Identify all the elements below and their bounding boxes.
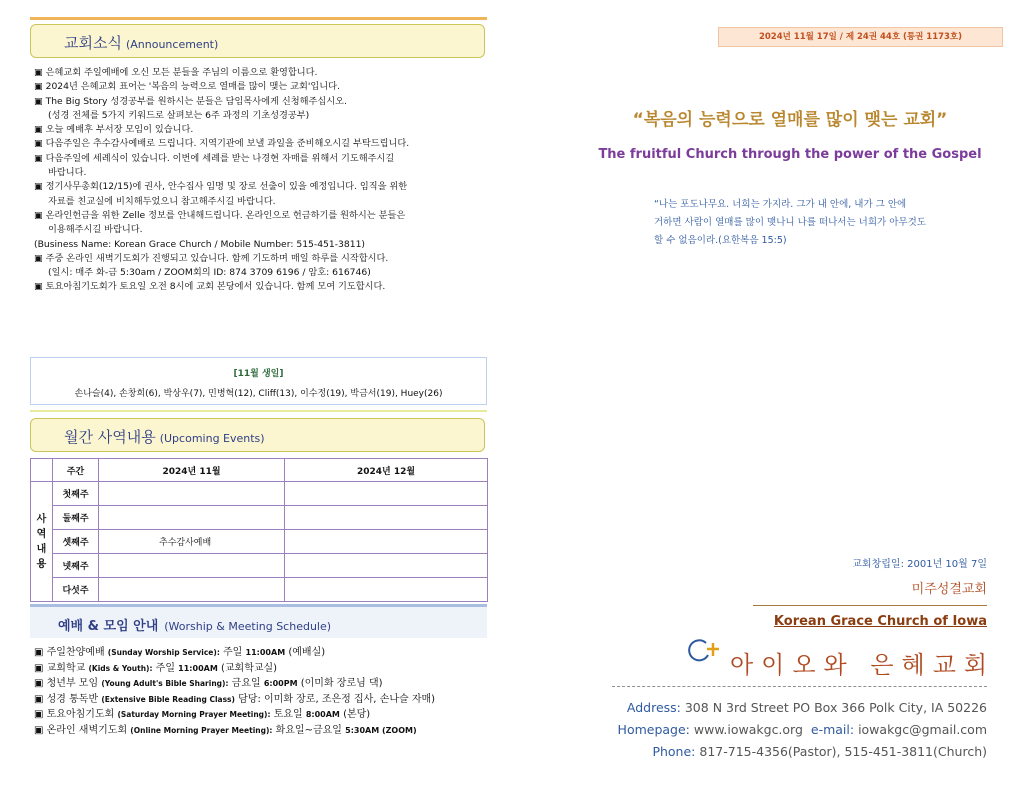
- table-row: [31, 506, 488, 530]
- table-row: [31, 554, 488, 578]
- worship-list: [34, 645, 435, 739]
- section-divider: [30, 410, 487, 412]
- event-cell: [285, 482, 488, 506]
- announcement-line: ▣ 오늘 예배후 부서장 모임이 있습니다.: [34, 124, 194, 136]
- worship-item: [34, 661, 435, 677]
- announcement-line: 이용해주시길 바랍니다.: [48, 224, 143, 236]
- worship-place: (교회학교실): [220, 662, 278, 674]
- event-cell: [285, 506, 488, 530]
- worship-name: 성경 통독반: [46, 693, 99, 705]
- verse-line: 거하면 사람이 열매를 많이 맺나니 나를 떠나서는 너희가 아무것도: [654, 217, 926, 228]
- worship-day: 주일: [223, 647, 243, 658]
- event-cell: [285, 530, 488, 554]
- event-cell: 추수감사예배: [99, 530, 285, 554]
- week-label: 첫째주: [53, 482, 99, 506]
- dashed-divider: [612, 686, 987, 687]
- announcement-line: 자료를 친교실에 비치해두었으니 참고해주시길 바랍니다.: [48, 195, 276, 207]
- homepage-link[interactable]: www.iowakgc.org: [693, 722, 803, 737]
- birthday-title: [11월 생일]: [233, 369, 284, 379]
- worship-bullet: ▣: [34, 693, 44, 705]
- divider-line: [753, 605, 987, 606]
- worship-place: (본당): [343, 709, 371, 721]
- table-row: [31, 482, 488, 506]
- motto-english: The fruitful Church through the power of the Gospel: [598, 147, 982, 162]
- announcement-line: (일시: 매주 화-금 5:30am / ZOOM회의 ID: 874 3709 6196 / 암호: 616746): [48, 267, 371, 279]
- announcement-line: (Business Name: Korean Grace Church / Mobile Number: 515-451-3811): [34, 238, 366, 250]
- worship-bullet: ▣: [34, 662, 44, 674]
- worship-day: 금요일: [231, 678, 261, 690]
- worship-en: (Online Morning Prayer Meeting):: [130, 725, 273, 735]
- event-cell: [99, 482, 285, 506]
- founded-date: 교회창립일: 2001년 10월 7일: [852, 559, 987, 570]
- announcement-line: ▣ The Big Story 성경공부를 원하시는 분들은 담임목사에게 신청해주십시오.: [34, 95, 347, 107]
- verse-line: 할 수 없음이라.(요한복음 15:5): [654, 235, 787, 246]
- worship-time: 11:00AM: [178, 663, 218, 673]
- event-cell: [99, 506, 285, 530]
- worship-bullet: ▣: [34, 647, 44, 658]
- denomination: 미주성결교회: [911, 582, 987, 597]
- worship-time: 6:00PM: [263, 679, 298, 689]
- worship-bullet: ▣: [34, 724, 44, 736]
- worship-item: [34, 707, 435, 723]
- worship-name: 주일찬양예배: [46, 647, 105, 658]
- week-label: 넷째주: [53, 554, 99, 578]
- event-cell: [99, 554, 285, 578]
- announcement-line: (성경 전체를 5가지 키워드로 살펴보는 6주 과정의 기초성경공부): [48, 109, 310, 121]
- worship-day: 담당: 이미화 장로, 조은정 집사, 손나슬 자매): [238, 693, 436, 705]
- worship-item: [34, 723, 435, 739]
- announcement-line: ▣ 온라인헌금을 위한 Zelle 정보를 안내해드립니다. 온라인으로 헌금하기를 원하시는 분들은: [34, 209, 406, 221]
- cross-logo-icon: [686, 637, 720, 665]
- announcement-title-en: (Announcement): [125, 38, 219, 51]
- top-divider: [30, 17, 487, 20]
- week-label: 셋째주: [53, 530, 99, 554]
- announcement-title: 교회소식: [64, 34, 122, 52]
- events-title-en: (Upcoming Events): [159, 432, 265, 445]
- events-title: 월간 사역내용: [64, 428, 156, 446]
- worship-en: (Kids & Youth):: [88, 663, 153, 673]
- worship-name: 교회학교: [46, 662, 86, 674]
- event-cell: [285, 554, 488, 578]
- worship-header: [30, 604, 487, 638]
- event-cell: [285, 578, 488, 602]
- worship-place: (예배실): [288, 647, 326, 658]
- announcement-line: ▣ 다음주일에 세례식이 있습니다. 이번에 세례를 받는 나경현 자매를 위해서 기도해주시길: [34, 152, 395, 164]
- worship-item: [34, 676, 435, 692]
- col-month-1: 2024년 11월: [99, 459, 285, 482]
- worship-bullet: ▣: [34, 678, 44, 690]
- worship-en: (Young Adult's Bible Sharing):: [101, 679, 229, 689]
- worship-name: 토요아침기도회: [46, 709, 115, 721]
- events-header: [30, 418, 485, 452]
- announcement-list: [34, 66, 484, 295]
- homepage-line: Homepage: www.iowakgc.org e-mail: iowakgc@gmail.com: [617, 722, 987, 737]
- worship-bullet: ▣: [34, 709, 44, 721]
- announcement-line: ▣ 다음주일은 추수감사예배로 드립니다. 지역기관에 보낼 과일을 준비해오시길 부탁드립니다.: [34, 138, 410, 150]
- birthday-box: [30, 357, 487, 405]
- issue-date: 2024년 11월 17일 / 제 24권 44호 (통권 1173호): [718, 27, 1003, 47]
- side-label: 사 역 내 용: [31, 482, 53, 602]
- motto-korean: “복음의 능력으로 열매를 많이 맺는 교회”: [632, 110, 948, 130]
- announcement-line: ▣ 토요아침기도회가 토요일 오전 8시에 교회 본당에서 있습니다. 함께 모여 기도합시다.: [34, 281, 386, 293]
- worship-day: 화요일~금요일: [275, 724, 342, 736]
- week-label: 다섯주: [53, 578, 99, 602]
- worship-name: 청년부 모임: [46, 678, 99, 690]
- announcement-line: ▣ 주중 온라인 새벽기도회가 진행되고 있습니다. 함께 기도하며 매일 하루를 시작합시다.: [34, 252, 389, 264]
- announcement-line: ▣ 정기사무총회(12/15)에 권사, 안수집사 임명 및 장로 선출이 있을 예정입니다. 임직을 위한: [34, 181, 408, 193]
- worship-day: 주일: [155, 662, 175, 674]
- worship-item: [34, 692, 435, 708]
- event-cell: [99, 578, 285, 602]
- worship-title: 예배 & 모임 안내: [58, 619, 159, 634]
- worship-day: 토요일: [273, 709, 303, 721]
- worship-en: (Sunday Worship Service):: [107, 648, 220, 657]
- worship-place: (이미화 장로님 댁): [300, 678, 383, 690]
- table-header-row: [31, 459, 488, 482]
- verse-line: “나는 포도나무요. 너희는 가지라. 그가 내 안에, 내가 그 안에: [654, 199, 907, 210]
- announcement-header: [30, 24, 485, 58]
- table-row: [31, 578, 488, 602]
- worship-title-en: (Worship & Meeting Schedule): [164, 620, 332, 633]
- birthday-list: 손나슬(4), 손창희(6), 박상우(7), 민병혁(12), Cliff(13), 이수정(19), 박금서(19), Huey(26): [74, 389, 443, 399]
- address-line: Address: 308 N 3rd Street PO Box 366 Polk City, IA 50226: [626, 700, 987, 715]
- worship-en: (Saturday Morning Prayer Meeting):: [117, 710, 271, 720]
- col-week: 주간: [53, 459, 99, 482]
- phone-line: Phone: 817-715-4356(Pastor), 515-451-3811(Church): [652, 744, 987, 759]
- worship-name: 온라인 새벽기도회: [46, 724, 128, 736]
- announcement-line: ▣ 2024년 은혜교회 표어는 '복음의 능력으로 열매를 많이 맺는 교회'입니다.: [34, 81, 340, 93]
- church-name-en: Korean Grace Church of Iowa: [773, 614, 987, 629]
- col-month-2: 2024년 12월: [285, 459, 488, 482]
- announcement-line: ▣ 은혜교회 주일예배에 오신 모든 분들을 주님의 이름으로 환영합니다.: [34, 67, 318, 78]
- table-corner: [31, 459, 53, 482]
- church-name-kr: 아이오와 은혜교회: [730, 651, 996, 679]
- worship-item: [34, 645, 435, 661]
- worship-time: 11:00AM: [245, 648, 286, 657]
- email-link[interactable]: iowakgc@gmail.com: [858, 722, 987, 737]
- worship-time: 8:00AM: [305, 710, 340, 720]
- scripture-verse: [654, 196, 999, 250]
- week-label: 둘째주: [53, 506, 99, 530]
- announcement-line: 바랍니다.: [48, 167, 87, 179]
- worship-time: 5:30AM (ZOOM): [345, 725, 417, 735]
- worship-en: (Extensive Bible Reading Class): [101, 694, 235, 704]
- table-row: [31, 530, 488, 554]
- events-table: [30, 458, 488, 602]
